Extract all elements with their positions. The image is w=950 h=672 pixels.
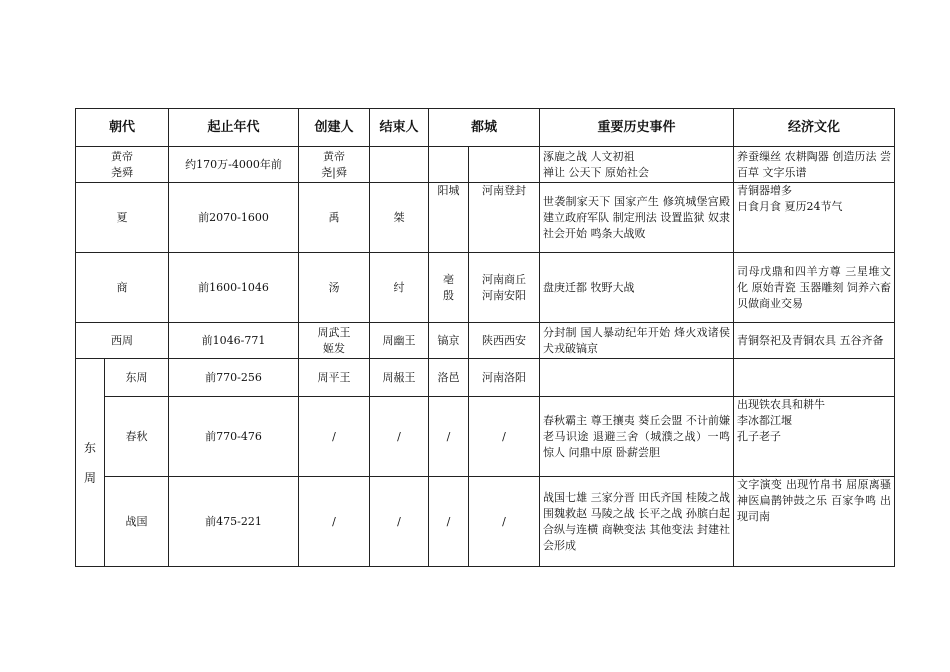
cell-culture: 养蚕缫丝 农耕陶器 创造历法 尝百草 文字乐谱	[734, 147, 895, 183]
dynasty-table	[75, 108, 895, 567]
table-row	[76, 359, 895, 397]
table-row	[76, 323, 895, 359]
cell-founder: 黄帝 尧|舜	[299, 147, 370, 183]
cell-culture: 司母戊鼎和四羊方尊 三星堆文化 原始青瓷 玉器雕刻 饲养六畜 贝做商业交易	[734, 253, 895, 323]
cell-capital-now: /	[469, 397, 540, 477]
cell-capital-old: 阳城	[429, 183, 469, 253]
cell-culture: 青铜器增多 日食月食 夏历24节气	[734, 183, 895, 253]
table-row	[76, 477, 895, 567]
cell-dynasty: 商	[76, 253, 169, 323]
cell-ender	[370, 147, 429, 183]
table-header-row	[76, 109, 895, 147]
cell-capital-old: 洛邑	[429, 359, 469, 397]
eastern-zhou-label	[76, 359, 105, 567]
cell-ender: 周幽王	[370, 323, 429, 359]
cell-ender: /	[370, 397, 429, 477]
cell-capital-old	[429, 147, 469, 183]
cell-capital-now: 河南登封	[469, 183, 540, 253]
header-ender: 结束人	[370, 109, 429, 147]
cell-dynasty: 黄帝 尧舜	[76, 147, 169, 183]
cell-capital-now: 河南洛阳	[469, 359, 540, 397]
cell-period: 前2070-1600	[169, 183, 299, 253]
cell-period: 前1600-1046	[169, 253, 299, 323]
cell-ender: /	[370, 477, 429, 567]
cell-period: 前770-476	[169, 397, 299, 477]
cell-events: 战国七雄 三家分晋 田氏齐国 桂陵之战 围魏救赵 马陵之战 长平之战 孙膑白起 合纵与连横 商鞅变法 其他变法 封建社会形成	[540, 477, 734, 567]
cell-subdynasty: 春秋	[105, 397, 169, 477]
table-row	[76, 147, 895, 183]
cell-capital-now: 河南商丘 河南安阳	[469, 253, 540, 323]
cell-founder: 禹	[299, 183, 370, 253]
cell-capital-now	[469, 147, 540, 183]
cell-subdynasty: 战国	[105, 477, 169, 567]
cell-events: 春秋霸主 尊王攘夷 葵丘会盟 不计前嫌 老马识途 退避三舍（城濮之战）一鸣惊人 问鼎中原 卧薪尝胆	[540, 397, 734, 477]
cell-capital-old: /	[429, 477, 469, 567]
cell-culture: 出现铁农具和耕牛 李冰都江堰 孔子老子	[734, 397, 895, 477]
cell-events: 涿鹿之战 人文初祖 禅让 公天下 原始社会	[540, 147, 734, 183]
cell-period: 约170万-4000年前	[169, 147, 299, 183]
cell-founder: 周平王	[299, 359, 370, 397]
header-capital: 都城	[429, 109, 540, 147]
cell-period: 前770-256	[169, 359, 299, 397]
cell-founder: /	[299, 397, 370, 477]
header-dynasty: 朝代	[76, 109, 169, 147]
cell-events: 盘庚迁都 牧野大战	[540, 253, 734, 323]
table-row	[76, 253, 895, 323]
cell-dynasty: 西周	[76, 323, 169, 359]
cell-capital-old: 亳 殷	[429, 253, 469, 323]
cell-events: 分封制 国人暴动纪年开始 烽火戏诸侯 犬戎破镐京	[540, 323, 734, 359]
cell-ender: 桀	[370, 183, 429, 253]
cell-culture: 青铜祭祀及青铜农具 五谷齐备	[734, 323, 895, 359]
cell-events: 世袭制家天下 国家产生 修筑城堡宫殿 建立政府军队 制定刑法 设置监狱 奴隶社会开始 鸣条大战败	[540, 183, 734, 253]
eastern-zhou-label-char: 东	[83, 440, 96, 455]
cell-period: 前1046-771	[169, 323, 299, 359]
cell-capital-now: /	[469, 477, 540, 567]
header-events: 重要历史事件	[540, 109, 734, 147]
cell-founder: 周武王 姬发	[299, 323, 370, 359]
cell-culture: 文字演变 出现竹帛书 屈原离骚 神医扁鹊钟鼓之乐 百家争鸣 出现司南	[734, 477, 895, 567]
cell-culture	[734, 359, 895, 397]
cell-founder: /	[299, 477, 370, 567]
eastern-zhou-label-char: 周	[83, 470, 96, 485]
cell-capital-old: /	[429, 397, 469, 477]
cell-subdynasty: 东周	[105, 359, 169, 397]
cell-ender: 周赧王	[370, 359, 429, 397]
cell-dynasty: 夏	[76, 183, 169, 253]
header-culture: 经济文化	[734, 109, 895, 147]
header-founder: 创建人	[299, 109, 370, 147]
cell-capital-old: 镐京	[429, 323, 469, 359]
table-row	[76, 183, 895, 253]
cell-ender: 纣	[370, 253, 429, 323]
header-period: 起止年代	[169, 109, 299, 147]
cell-period: 前475-221	[169, 477, 299, 567]
cell-capital-now: 陕西西安	[469, 323, 540, 359]
table-row	[76, 397, 895, 477]
cell-founder: 汤	[299, 253, 370, 323]
cell-events	[540, 359, 734, 397]
